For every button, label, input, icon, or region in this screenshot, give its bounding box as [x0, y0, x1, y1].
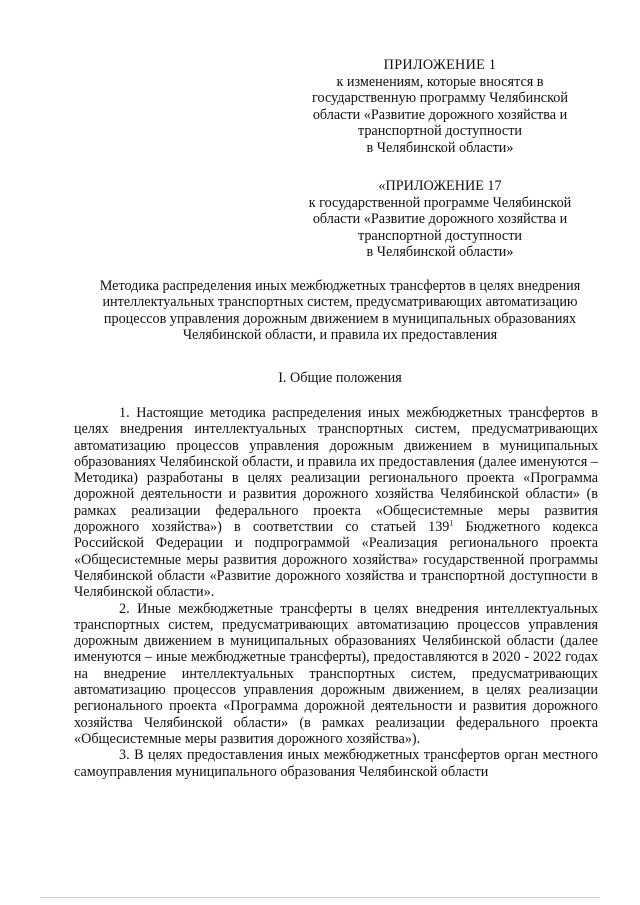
- annex-1-block: [290, 57, 590, 157]
- article-superscript: 1: [449, 518, 454, 528]
- paragraph-1-text-cont: Бюджетного кодекса Российской Федерации и подпрограммой «Реализация регионального проекта «Общесистемные меры развития дорожного хозяйства» государственной программы Челябинской области «Развитие дорожного хозяйства и транспортной доступности в Челябинской области».: [74, 519, 599, 601]
- annex-1-line: транспортной доступности: [357, 123, 523, 140]
- annex-1-line: области «Развитие дорожного хозяйства и: [312, 106, 568, 123]
- document-title-line: интеллектуальных транспортных систем, предусматривающих автоматизацию: [102, 294, 578, 311]
- annex-17-block: [290, 178, 590, 261]
- annex-17-line: транспортной доступности: [357, 227, 523, 244]
- document-title-line: Челябинской области, и правила их предоставления: [182, 327, 498, 344]
- document-title-line: процессов управления дорожным движением в муниципальных образованиях: [103, 310, 577, 327]
- document-body: [74, 405, 598, 780]
- paragraph-2: 2. Иные межбюджетные трансферты в целях внедрения интеллектуальных транспортных систем, предусматривающих автоматизацию процессов управления дорожным движением в муниципальных образованиях Челябинской области (далее именуются – иные межбюджетные трансферты), предоставляются в 2020 - 2022 годах на внедрение интеллектуальных транспортных систем, предусматривающих автоматизацию процессов управления дорожным движением, в целях реализации регионального проекта «Программа дорожной деятельности и развития дорожного хозяйства Челябинской области» (в рамках реализации федерального проекта «Общесистемные меры развития дорожного хозяйства»).: [74, 600, 598, 747]
- section-title: I. Общие положения: [278, 370, 402, 386]
- page-edge-divider: [40, 897, 600, 898]
- annex-1-line: государственную программу Челябинской: [312, 90, 568, 107]
- annex-17-line: в Челябинской области»: [366, 244, 514, 261]
- annex-17-title: «ПРИЛОЖЕНИЕ 17: [378, 178, 502, 194]
- paragraph-1: [74, 405, 598, 601]
- annex-1-line: к изменениям, которые вносятся в: [336, 73, 544, 90]
- annex-17-line: области «Развитие дорожного хозяйства и: [312, 211, 568, 228]
- paragraph-3: 3. В целях предоставления иных межбюджетных трансфертов орган местного самоуправления муниципального образования Челябинской области: [74, 747, 598, 780]
- annex-1-title: ПРИЛОЖЕНИЕ 1: [383, 57, 497, 73]
- paragraph-1-text: 1. Настоящие методика распределения иных межбюджетных трансфертов в целях внедрения интеллектуальных транспортных систем, предусматривающих автоматизацию процессов управления дорожным движением в муниципальных образованиях Челябинской области, и правила их предоставления (далее именуются – Методика) разработаны в целях реализации регионального проекта «Программа дорожной деятельности и развития дорожного хозяйства Челябинской области» (в рамках реализации федерального проекта «Общесистемные меры развития дорожного хозяйства») в соответствии со статьей 139: [74, 405, 598, 536]
- document-title: [70, 278, 610, 344]
- annex-1-line: в Челябинской области»: [366, 139, 514, 156]
- annex-17-line: к государственной программе Челябинской: [308, 194, 572, 211]
- document-title-line: Методика распределения иных межбюджетных трансфертов в целях внедрения: [99, 278, 581, 294]
